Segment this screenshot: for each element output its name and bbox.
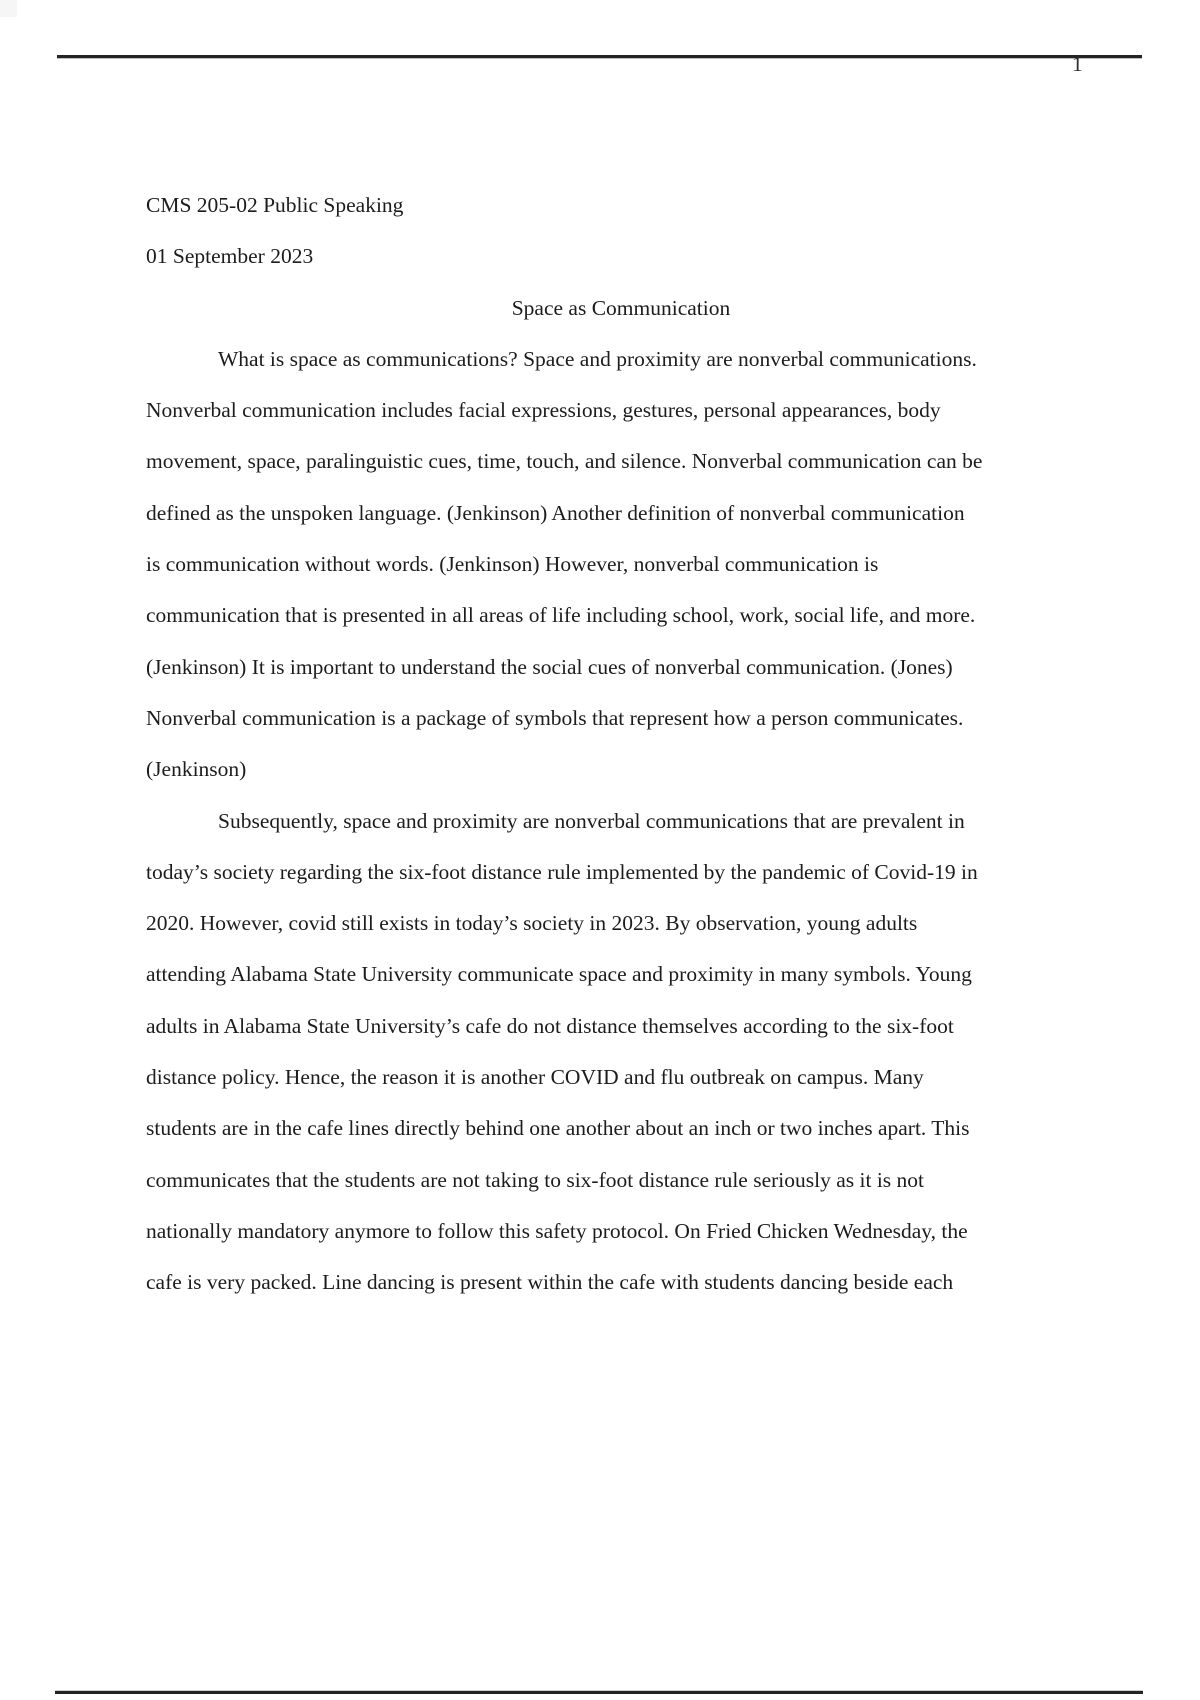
paragraph-line: movement, space, paralinguistic cues, time, touch, and silence. Nonverbal communication can be xyxy=(146,449,983,474)
header-rule xyxy=(57,55,1142,58)
paragraph-line: attending Alabama State University communicate space and proximity in many symbols. Young xyxy=(146,962,972,987)
paragraph-line: adults in Alabama State University’s cafe do not distance themselves according to the six-foot xyxy=(146,1013,954,1038)
scan-corner-artifact xyxy=(0,0,17,17)
paragraph-line: today’s society regarding the six-foot distance rule implemented by the pandemic of Covid-19 in xyxy=(146,859,978,884)
course-heading: CMS 205-02 Public Speaking xyxy=(146,193,404,217)
paragraphs xyxy=(146,334,1096,1309)
paragraph-line: distance policy. Hence, the reason it is another COVID and flu outbreak on campus. Many xyxy=(146,1065,924,1090)
paragraph-line: defined as the unspoken language. (Jenkinson) Another definition of nonverbal communication xyxy=(146,500,965,525)
page-number: 1 xyxy=(1072,52,1083,76)
paragraph-line: What is space as communications? Space and proximity are nonverbal communications. xyxy=(218,346,977,371)
paragraph-line: (Jenkinson) xyxy=(146,757,247,782)
paragraph-line: (Jenkinson) It is important to understand the social cues of nonverbal communication. (Jones) xyxy=(146,654,953,679)
paragraph-line: communicates that the students are not taking to six-foot distance rule seriously as it is not xyxy=(146,1167,925,1192)
paragraph-line: Nonverbal communication includes facial expressions, gestures, personal appearances, body xyxy=(146,398,941,423)
paragraph-line: is communication without words. (Jenkinson) However, nonverbal communication is xyxy=(146,552,879,577)
paragraph-line: Subsequently, space and proximity are nonverbal communications that are prevalent in xyxy=(218,808,965,833)
paragraph-line: students are in the cafe lines directly behind one another about an inch or two inches apart. This xyxy=(146,1116,970,1141)
date-heading: 01 September 2023 xyxy=(146,244,314,269)
paragraph-line: communication that is presented in all areas of life including school, work, social life, and more. xyxy=(146,603,976,628)
paragraph-line: 2020. However, covid still exists in today’s society in 2023. By observation, young adults xyxy=(146,911,918,936)
document-page xyxy=(146,180,1096,1309)
paragraph-line: cafe is very packed. Line dancing is present within the cafe with students dancing beside each xyxy=(146,1270,954,1295)
essay-title: Space as Communication xyxy=(511,295,731,320)
paragraph-line: Nonverbal communication is a package of symbols that represent how a person communicates. xyxy=(146,705,964,730)
footer-rule xyxy=(55,1691,1143,1694)
paragraph-line: nationally mandatory anymore to follow this safety protocol. On Fried Chicken Wednesday, the xyxy=(146,1218,968,1243)
